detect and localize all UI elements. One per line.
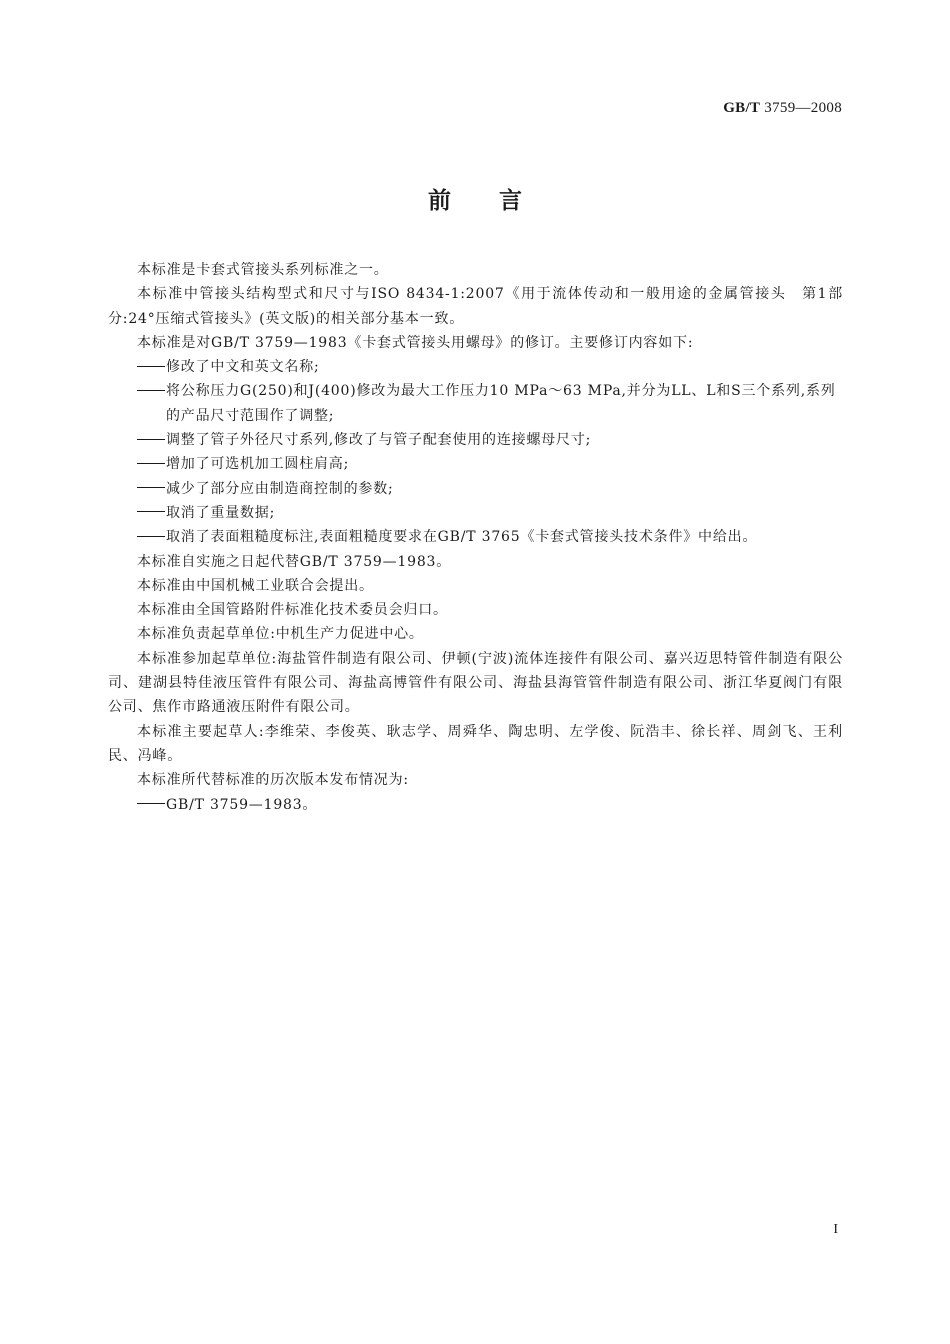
dash-marker (137, 355, 166, 379)
body-paragraph: 本标准由中国机械工业联合会提出。 (137, 577, 374, 594)
dash-marker (137, 501, 166, 525)
body-paragraph: 本标准参加起草单位:海盐管件制造有限公司、伊顿(宁波)流体连接件有限公司、嘉兴迈思特管件制造有限公司、建湖县特佳液压管件有限公司、海盐高博管件有限公司、海盐县海管管件制造有限公司、浙江华夏阀门有限公司、焦作市路通液压附件有限公司。 (108, 650, 843, 716)
body-paragraph: 本标准是卡套式管接头系列标准之一。 (137, 262, 389, 278)
change-list-item (108, 452, 843, 476)
document-code-prefix: GB/T (723, 100, 761, 116)
body-paragraph: 本标准自实施之日起代替GB/T 3759—1983。 (137, 553, 452, 570)
page-number: I (833, 1222, 838, 1237)
dash-marker (137, 428, 166, 452)
change-list-item (108, 428, 843, 452)
foreword-body (108, 258, 843, 817)
body-paragraph: 本标准是对GB/T 3759—1983《卡套式管接头用螺母》的修订。主要修订内容如下: (137, 334, 694, 351)
change-list-item-text: 减少了部分应由制造商控制的参数; (166, 480, 394, 497)
change-list-item-text: 调整了管子外径尺寸系列,修改了与管子配套使用的连接螺母尺寸; (166, 432, 592, 449)
change-list-item (108, 793, 843, 817)
document-code (723, 100, 842, 117)
change-list-item (108, 379, 843, 428)
body-paragraph: 本标准所代替标准的历次版本发布情况为: (137, 772, 409, 789)
dash-marker (137, 379, 166, 403)
body-paragraph: 本标准中管接头结构型式和尺寸与ISO 8434-1:2007《用于流体传动和一般用途的金属管接头 第1部分:24°压缩式管接头》(英文版)的相关部分基本一致。 (108, 286, 843, 327)
change-list-item (108, 525, 843, 549)
page-title: 前言 (428, 188, 570, 214)
document-code-number: 3759—2008 (764, 100, 842, 116)
change-list-item-text: 将公称压力G(250)和J(400)修改为最大工作压力10 MPa～63 MPa,并分为LL、L和S三个系列,系列的产品尺寸范围作了调整; (166, 383, 836, 424)
dash-marker (137, 525, 166, 549)
dash-marker (137, 793, 166, 817)
change-list-item (108, 477, 843, 501)
body-paragraph: 本标准主要起草人:李维荣、李俊英、耿志学、周舜华、陶忠明、左学俊、阮浩丰、徐长祥、周剑飞、王利民、冯峰。 (108, 723, 843, 764)
dash-marker (137, 477, 166, 501)
change-list-item-text: 修改了中文和英文名称; (166, 359, 320, 376)
change-list-item-text: 取消了表面粗糙度标注,表面粗糙度要求在GB/T 3765《卡套式管接头技术条件》中给出。 (166, 529, 758, 546)
change-list-item (108, 355, 843, 379)
change-list-item-text: 取消了重量数据; (166, 504, 276, 521)
change-list-item-text: 增加了可选机加工圆柱肩高; (166, 456, 350, 473)
change-list-item-text: GB/T 3759—1983。 (166, 796, 318, 813)
dash-marker (137, 452, 166, 476)
body-paragraph: 本标准负责起草单位:中机生产力促进中心。 (137, 626, 424, 643)
change-list-item (108, 501, 843, 525)
body-paragraph: 本标准由全国管路附件标准化技术委员会归口。 (137, 602, 448, 619)
